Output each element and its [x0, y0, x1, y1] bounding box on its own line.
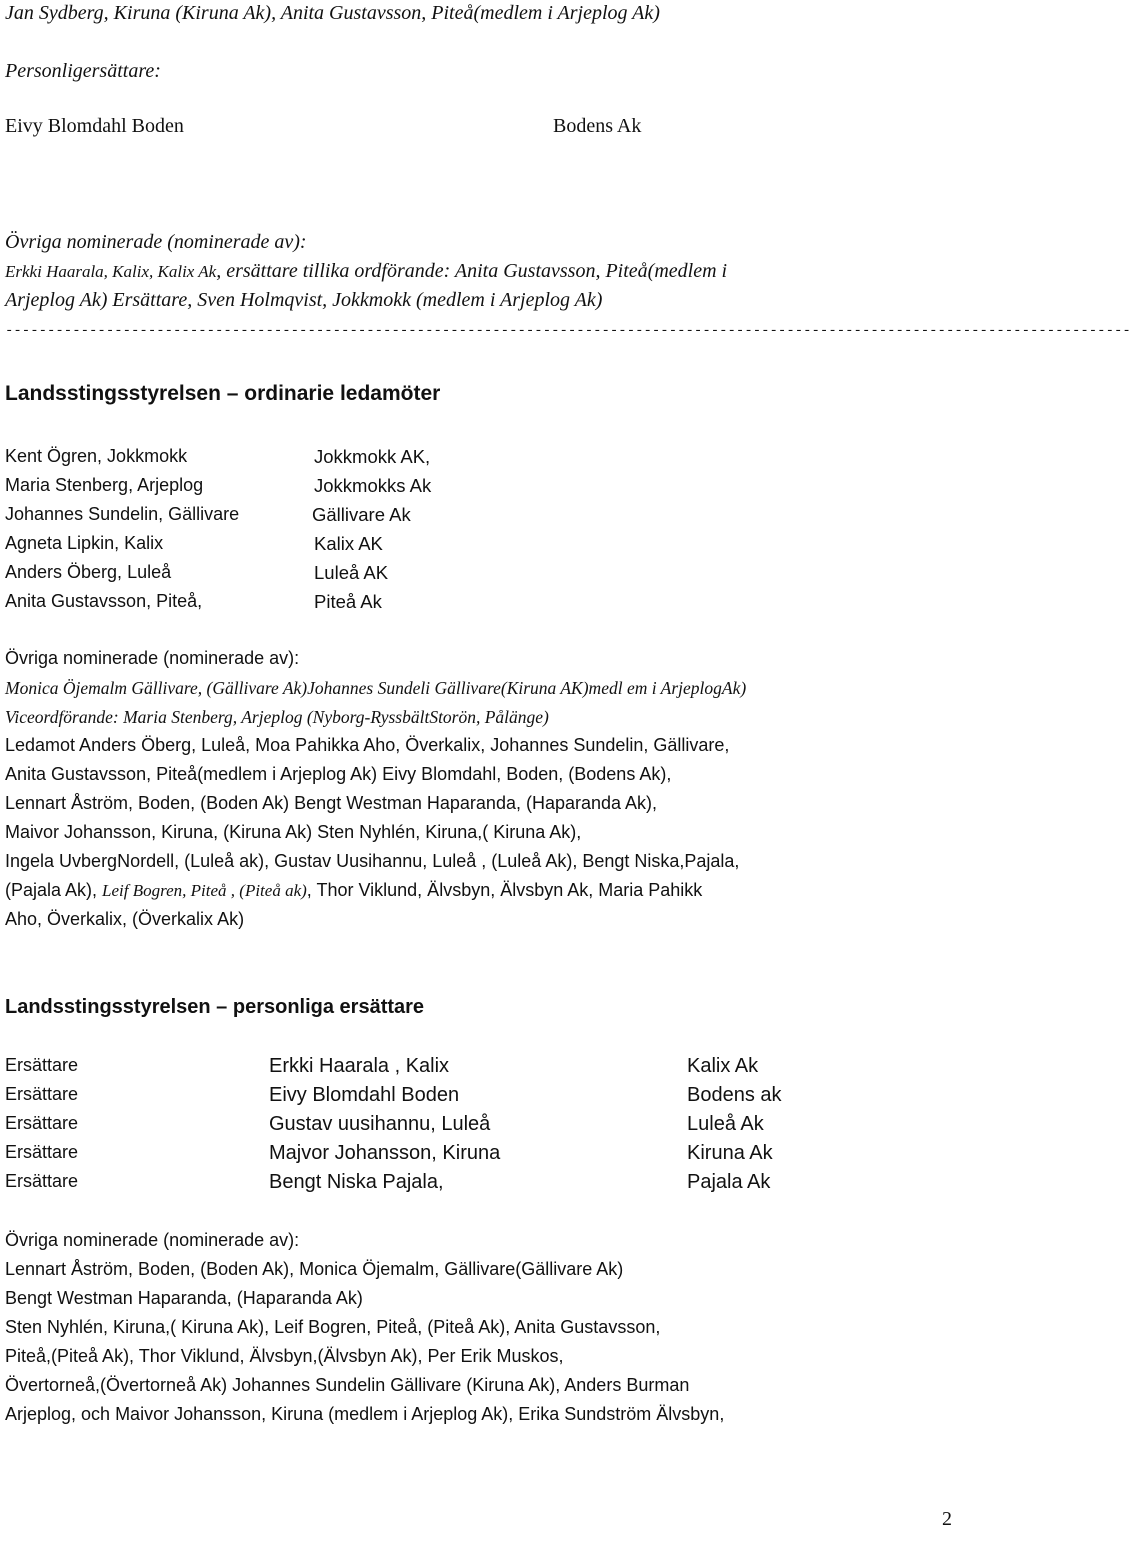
nominee-para-6 — [5, 880, 702, 901]
member-org-6: Piteå Ak — [314, 591, 382, 612]
nominee-para-2: Anita Gustavsson, Piteå(medlem i Arjeplog Ak) Eivy Blomdahl, Boden, (Bodens Ak), — [5, 764, 672, 784]
other-nominees-line-1 — [5, 260, 727, 283]
member-name-5: Anders Öberg, Luleå — [5, 562, 172, 582]
substitute-role-5: Ersättare — [5, 1171, 79, 1191]
substitute-nominee-line-4: Piteå,(Piteå Ak), Thor Viklund, Älvsbyn,(Älvsbyn Ak), Per Erik Muskos, — [5, 1346, 564, 1366]
substitute-nominee-line-6: Arjeplog, och Maivor Johansson, Kiruna (medlem i Arjeplog Ak), Erika Sundström Älvsbyn, — [5, 1404, 725, 1424]
substitute-name-5: Bengt Niska Pajala, — [269, 1171, 444, 1193]
member-org-5: Luleå AK — [314, 562, 389, 583]
substitute-name-3: Gustav uusihannu, Luleå — [269, 1113, 491, 1135]
divider-line: -------------------------------------------------------------------------------------------------------------------------------------- — [5, 323, 1131, 339]
substitute-org-5: Pajala Ak — [687, 1171, 771, 1193]
substitute-role-2: Ersättare — [5, 1084, 79, 1104]
nominee-para-6a: (Pajala Ak), — [5, 880, 103, 900]
personal-org: Bodens Ak — [553, 115, 642, 137]
nominee-line-2: Viceordförande: Maria Stenberg, Arjeplog (Nyborg-RyssbältStorön, Pålänge) — [5, 707, 549, 727]
member-org-3: Gällivare Ak — [312, 504, 411, 525]
nominee-para-3: Lennart Åström, Boden, (Boden Ak) Bengt Westman Haparanda, (Haparanda Ak), — [5, 793, 658, 813]
member-name-6: Anita Gustavsson, Piteå, — [5, 591, 203, 611]
substitute-org-3: Luleå Ak — [687, 1113, 764, 1135]
nominee-para-1: Ledamot Anders Öberg, Luleå, Moa Pahikka Aho, Överkalix, Johannes Sundelin, Gällivare, — [5, 735, 730, 755]
other-nominees-line-1b: , ersättare tillika ordförande: Anita Gustavsson, Piteå(medlem i — [216, 260, 728, 282]
substitute-name-4: Majvor Johansson, Kiruna — [269, 1142, 501, 1164]
substitute-nominee-line-5: Övertorneå,(Övertorneå Ak) Johannes Sundelin Gällivare (Kiruna Ak), Anders Burman — [5, 1375, 690, 1395]
nominee-para-5: Ingela UvbergNordell, (Luleå ak), Gustav Uusihannu, Luleå , (Luleå Ak), Bengt Niska,Pajala, — [5, 851, 740, 871]
member-name-3: Johannes Sundelin, Gällivare — [5, 504, 240, 524]
substitute-nominee-line-1: Lennart Åström, Boden, (Boden Ak), Monica Öjemalm, Gällivare(Gällivare Ak) — [5, 1259, 624, 1279]
personal-heading: Personligersättare: — [5, 60, 161, 82]
nominee-line-1: Monica Öjemalm Gällivare, (Gällivare Ak)Johannes Sundeli Gällivare(Kiruna AK)medl em i ArjeplogAk) — [5, 678, 747, 698]
member-org-2: Jokkmokks Ak — [314, 475, 432, 496]
member-org-4: Kalix AK — [314, 533, 383, 554]
member-name-1: Kent Ögren, Jokkmokk — [5, 446, 188, 466]
intro-line: Jan Sydberg, Kiruna (Kiruna Ak), Anita Gustavsson, Piteå(medlem i Arjeplog Ak) — [5, 2, 660, 24]
other-nominees-line-2: Arjeplog Ak) Ersättare, Sven Holmqvist, Jokkmokk (medlem i Arjeplog Ak) — [5, 289, 603, 311]
substitute-role-4: Ersättare — [5, 1142, 79, 1162]
other-nominees-label: Övriga nominerade (nominerade av): — [5, 231, 307, 253]
member-org-1: Jokkmokk AK, — [314, 446, 431, 467]
other-nominees-label-2: Övriga nominerade (nominerade av): — [5, 648, 300, 668]
substitute-nominee-line-2: Bengt Westman Haparanda, (Haparanda Ak) — [5, 1288, 363, 1308]
personal-name: Eivy Blomdahl Boden — [5, 115, 184, 137]
page-number: 2 — [942, 1508, 952, 1530]
nominee-para-4: Maivor Johansson, Kiruna, (Kiruna Ak) Sten Nyhlén, Kiruna,( Kiruna Ak), — [5, 822, 582, 842]
substitute-name-1: Erkki Haarala , Kalix — [269, 1055, 450, 1077]
other-nominees-label-3: Övriga nominerade (nominerade av): — [5, 1230, 300, 1250]
substitute-name-2: Eivy Blomdahl Boden — [269, 1084, 460, 1106]
section-heading-ordinarie: Landsstingsstyrelsen – ordinarie ledamöter — [5, 382, 441, 405]
substitute-role-3: Ersättare — [5, 1113, 79, 1133]
member-name-2: Maria Stenberg, Arjeplog — [5, 475, 204, 495]
section-heading-personliga: Landsstingsstyrelsen – personliga ersättare — [5, 996, 425, 1018]
substitute-nominee-line-3: Sten Nyhlén, Kiruna,( Kiruna Ak), Leif Bogren, Piteå, (Piteå Ak), Anita Gustavsson, — [5, 1317, 661, 1337]
substitute-org-4: Kiruna Ak — [687, 1142, 773, 1164]
substitute-org-2: Bodens ak — [687, 1084, 782, 1106]
nominee-para-6b: Leif Bogren, Piteå , (Piteå ak) — [102, 881, 307, 900]
substitute-org-1: Kalix Ak — [687, 1055, 759, 1077]
substitute-role-1: Ersättare — [5, 1055, 79, 1075]
nominee-para-6c: , Thor Viklund, Älvsbyn, Älvsbyn Ak, Maria Pahikk — [306, 880, 703, 900]
nominee-para-7: Aho, Överkalix, (Överkalix Ak) — [5, 909, 245, 929]
member-name-4: Agneta Lipkin, Kalix — [5, 533, 164, 553]
other-nominees-line-1a: Erkki Haarala, Kalix, Kalix Ak — [5, 262, 217, 281]
